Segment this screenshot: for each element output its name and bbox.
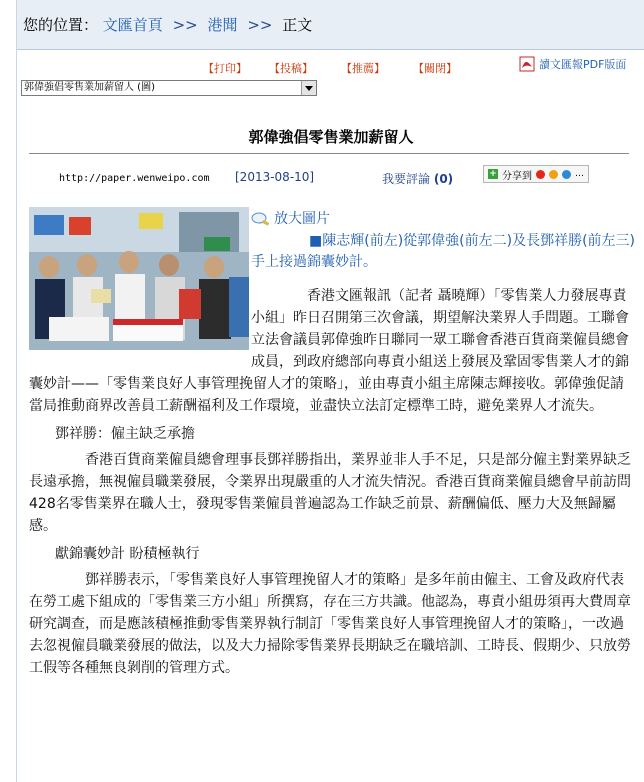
- print-link[interactable]: 【打印】: [203, 62, 247, 75]
- breadcrumb-current: 正文: [282, 16, 313, 34]
- photo-caption: ■陳志輝(前左)從郭偉強(前左二)及長鄧祥勝(前左三)手上接過錦囊妙計。: [251, 233, 635, 270]
- photo-spacer: [29, 285, 251, 355]
- paragraph-text: 香港文匯報訊（記者 聶曉輝）「零售業人力發展專責小組」昨日召開第三次會議，期望解決業界人手問題。工聯會立法會議員郭偉強昨日聯同一眾工聯會香港百貨商業僱員總會成員，到政府總部向專責小組送上發展及鞏固零售業人才的錦囊妙計——「零售業良好人事管理挽留人才的策略」，並由專責小組主席陳志輝接收。郭偉強促請當局推動商界改善員工薪酬福利及工作環境，並盡快立法訂定標準工時，避免業界人才流失。: [29, 288, 629, 414]
- more-icon[interactable]: …: [575, 169, 584, 179]
- breadcrumb-home-link[interactable]: 文匯首頁: [102, 16, 163, 34]
- zoom-image-link[interactable]: [251, 208, 330, 228]
- pdf-icon: [519, 56, 535, 72]
- weibo-icon[interactable]: [536, 170, 545, 179]
- article-toolbar: [17, 50, 644, 80]
- share-button[interactable]: [483, 165, 589, 183]
- comment-count: (0): [433, 172, 454, 186]
- share-service-icon[interactable]: [549, 170, 558, 179]
- article-subheading: 獻錦囊妙計 盼積極執行: [55, 546, 200, 562]
- submit-link[interactable]: 【投稿】: [269, 62, 313, 75]
- article-page: [16, 0, 644, 782]
- chevron-down-icon[interactable]: [301, 81, 316, 95]
- pdf-link-label: 讀文匯報PDF版面: [539, 58, 627, 71]
- title-divider: [29, 153, 629, 154]
- source-url: http://paper.wenweipo.com: [59, 173, 210, 184]
- comment-link[interactable]: [382, 170, 453, 187]
- article-title: 郭偉強倡零售業加薪留人: [248, 128, 414, 146]
- pdf-link[interactable]: [519, 56, 626, 72]
- comment-label: 我要評論: [382, 172, 431, 186]
- share-label: 分享到: [502, 170, 532, 182]
- article-paragraph: [29, 285, 635, 417]
- article-paragraph: 鄧祥勝表示，「零售業良好人事管理挽留人才的策略」是多年前由僱主、工會及政府代表在勞工處下組成的「零售業三方小組」所撰寫，存在三方共識。他認為，專責小組毋須再大費周章研究調查，而是應該積極推動零售業界執行制訂「零售業良好人事管理挽留人才的策略」，一改過去忽視僱員職業發展的做法，以及大力掃除零售業界長期缺乏在職培訓、工時長、假期少、只放勞工假等各種無良剝削的管理方式。: [29, 572, 631, 676]
- article-select-value: 郭偉強倡零售業加薪留人 (圖): [24, 82, 155, 93]
- zoom-image-label: 放大圖片: [274, 211, 330, 227]
- article-paragraph: 香港百貨商業僱員總會理事長鄧祥勝指出，業界並非人手不足，只是部分僱主對業界缺乏長遠承擔，無視僱員職業發展，令業界出現嚴重的人才流失情況。香港百貨商業僱員總會早前訪問428名零售業界在職人士，發現零售業僱員普遍認為工作缺乏前景、薪酬偏低、壓力大及無歸屬感。: [29, 452, 631, 534]
- share-service-icon[interactable]: [562, 170, 571, 179]
- plus-icon: +: [489, 169, 497, 179]
- publish-date: [2013-08-10]: [235, 170, 315, 184]
- breadcrumb-separator: >>: [247, 16, 273, 34]
- breadcrumb-separator: >>: [172, 16, 198, 34]
- breadcrumb: [17, 0, 644, 50]
- close-link[interactable]: 【關閉】: [413, 62, 457, 75]
- article-select[interactable]: [21, 80, 317, 96]
- breadcrumb-prefix: 您的位置：: [23, 16, 99, 34]
- breadcrumb-section-link[interactable]: 港聞: [207, 16, 238, 34]
- magnifier-icon: [251, 210, 271, 226]
- article-subheading: 鄧祥勝：僱主缺乏承擔: [55, 426, 195, 442]
- article-body: [29, 285, 635, 679]
- recommend-link[interactable]: 【推薦】: [341, 62, 385, 75]
